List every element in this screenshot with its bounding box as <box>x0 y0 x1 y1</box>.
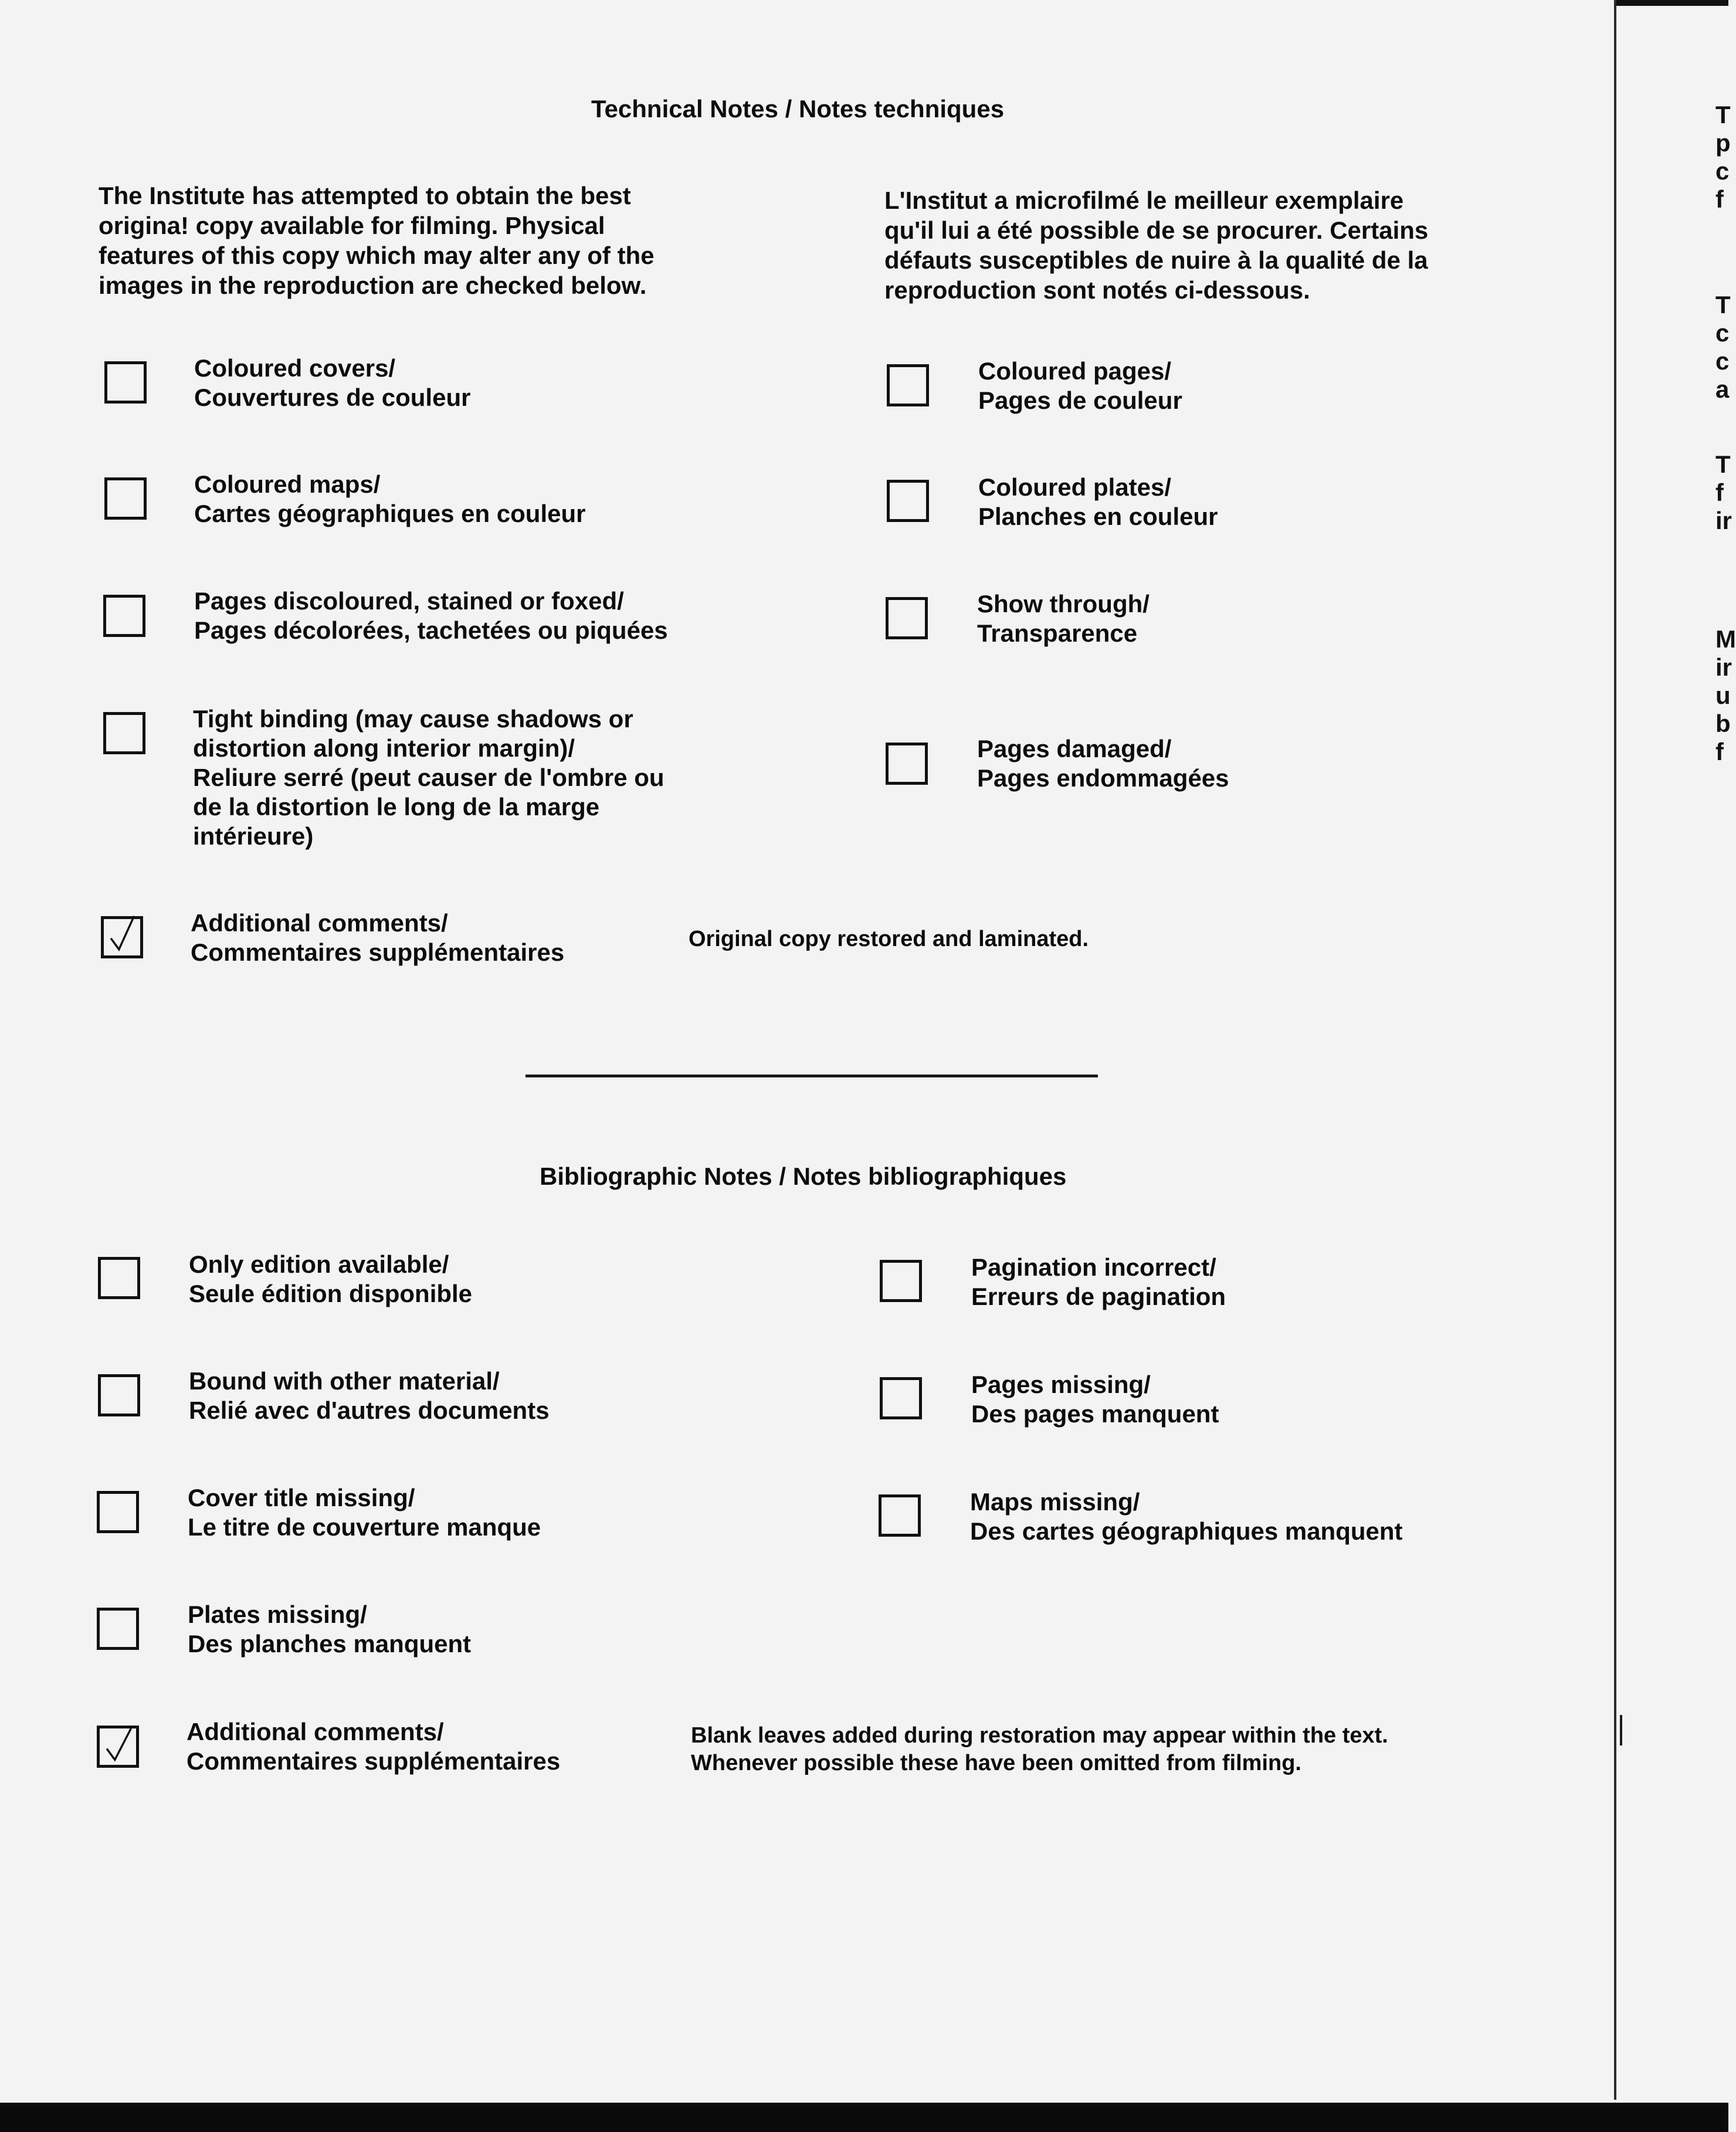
scan-bottom-band <box>0 2103 1728 2132</box>
coloured-maps-checkbox[interactable] <box>104 477 147 520</box>
maps-missing-checkbox[interactable] <box>879 1494 921 1537</box>
margin-fragment: c <box>1715 157 1730 185</box>
label-line: Only edition available/ <box>189 1250 449 1278</box>
label-line: Le titre de couverture manque <box>188 1513 541 1541</box>
label-line: Pages missing/ <box>971 1371 1151 1398</box>
comment-line: Whenever possible these have been omitted from filming. <box>691 1751 1301 1775</box>
intro-fr-line: L'Institut a microfilmé le meilleur exemplaire <box>884 187 1404 214</box>
intro-en-line: origina! copy available for filming. Physical <box>99 212 605 239</box>
margin-fragment: b <box>1715 710 1731 737</box>
bound-with-label <box>189 1367 550 1425</box>
intro-fr-line: reproduction sont notés ci-dessous. <box>884 276 1310 304</box>
coloured-plates-label <box>978 473 1218 531</box>
label-line: Pages discoloured, stained or foxed/ <box>194 587 624 615</box>
coloured-covers-label <box>194 354 470 412</box>
margin-fragment: ir <box>1715 653 1732 681</box>
label-line: de la distortion le long de la marge <box>193 793 600 821</box>
label-line: Pages endommagées <box>977 764 1229 792</box>
pagination-incorrect-checkbox[interactable] <box>880 1260 922 1302</box>
coloured-covers-checkbox[interactable] <box>104 361 147 404</box>
section-divider <box>525 1075 1098 1077</box>
maps-missing-label <box>970 1487 1403 1546</box>
label-line: Coloured pages/ <box>978 357 1172 385</box>
page-edge-top-band <box>1616 0 1728 6</box>
plates-missing-label <box>188 1600 471 1659</box>
show-through-checkbox[interactable] <box>886 597 928 639</box>
label-line: Reliure serré (peut causer de l'ombre ou <box>193 764 664 791</box>
margin-fragment: T <box>1715 450 1731 478</box>
scan-artifact-mark <box>1620 1715 1622 1745</box>
cover-title-missing-checkbox[interactable] <box>97 1491 139 1533</box>
label-line: Des pages manquent <box>971 1400 1219 1428</box>
page-edge-line <box>1614 0 1616 2100</box>
margin-fragment: c <box>1715 347 1730 375</box>
technical-intro-fr <box>884 185 1428 305</box>
label-line: Additional comments/ <box>187 1718 444 1745</box>
label-line: intérieure) <box>193 822 314 850</box>
label-line: Erreurs de pagination <box>971 1283 1226 1310</box>
coloured-maps-label <box>194 470 586 528</box>
label-line: Coloured plates/ <box>978 473 1172 501</box>
label-line: Cover title missing/ <box>188 1484 415 1511</box>
technical-notes-title: Technical Notes / Notes techniques <box>591 95 1005 123</box>
coloured-plates-checkbox[interactable] <box>887 480 929 522</box>
cover-title-missing-label <box>188 1483 541 1542</box>
show-through-label <box>977 589 1150 648</box>
intro-en-line: features of this copy which may alter any of the <box>99 242 655 269</box>
pages-discoloured-label <box>194 587 668 645</box>
label-line: Pages décolorées, tachetées ou piquées <box>194 616 668 644</box>
coloured-pages-checkbox[interactable] <box>887 364 929 406</box>
label-line: Bound with other material/ <box>189 1367 500 1395</box>
label-line: Pages de couleur <box>978 387 1182 414</box>
label-line: Coloured maps/ <box>194 470 381 498</box>
comment-line: Blank leaves added during restoration may appear within the text. <box>691 1723 1388 1748</box>
margin-fragment: M <box>1715 625 1736 653</box>
checkmark-icon <box>104 919 140 955</box>
intro-en-line: The Institute has attempted to obtain the best <box>99 182 631 209</box>
only-edition-label <box>189 1250 472 1309</box>
label-line: Cartes géographiques en couleur <box>194 500 586 527</box>
label-line: Show through/ <box>977 590 1150 618</box>
label-line: Plates missing/ <box>188 1601 367 1628</box>
pages-missing-checkbox[interactable] <box>880 1377 922 1419</box>
label-line: Transparence <box>977 619 1138 647</box>
margin-fragment: ir <box>1715 507 1732 534</box>
intro-fr-line: qu'il lui a été possible de se procurer. Certains <box>884 216 1429 244</box>
pages-damaged-checkbox[interactable] <box>886 743 928 785</box>
label-line: Commentaires supplémentaires <box>191 938 565 966</box>
margin-fragment: a <box>1715 375 1730 403</box>
intro-fr-line: défauts susceptibles de nuire à la qualité de la <box>884 246 1428 274</box>
label-line: Pages damaged/ <box>977 735 1172 762</box>
only-edition-checkbox[interactable] <box>98 1257 140 1299</box>
label-line: Couvertures de couleur <box>194 384 471 411</box>
pages-missing-label <box>971 1370 1219 1429</box>
pages-damaged-label <box>977 734 1229 793</box>
bibliographic-additional-comments-label <box>187 1717 560 1776</box>
bibliographic-comment-text <box>691 1722 1388 1777</box>
checkmark-icon <box>100 1728 136 1765</box>
tight-binding-label <box>193 704 664 851</box>
margin-fragment: T <box>1715 291 1731 318</box>
plates-missing-checkbox[interactable] <box>97 1608 139 1650</box>
pages-discoloured-checkbox[interactable] <box>103 595 145 637</box>
technical-intro-en <box>99 181 655 300</box>
margin-fragment: f <box>1715 738 1724 765</box>
label-line: Maps missing/ <box>970 1488 1140 1516</box>
label-line: Tight binding (may cause shadows or <box>193 705 633 733</box>
label-line: Relié avec d'autres documents <box>189 1397 550 1424</box>
margin-fragment: p <box>1715 129 1731 157</box>
label-line: Des cartes géographiques manquent <box>970 1517 1403 1545</box>
margin-fragment: T <box>1715 101 1731 128</box>
bibliographic-additional-comments-checkbox[interactable] <box>97 1726 139 1768</box>
label-line: Additional comments/ <box>191 909 448 937</box>
coloured-pages-label <box>978 357 1182 415</box>
bound-with-checkbox[interactable] <box>98 1374 140 1416</box>
label-line: Des planches manquent <box>188 1630 472 1658</box>
label-line: Pagination incorrect/ <box>971 1253 1216 1281</box>
technical-additional-comments-label <box>191 909 564 967</box>
pagination-incorrect-label <box>971 1253 1226 1311</box>
label-line: Commentaires supplémentaires <box>187 1747 561 1775</box>
intro-en-line: images in the reproduction are checked below. <box>99 272 647 299</box>
label-line: distortion along interior margin)/ <box>193 734 575 762</box>
margin-fragment: u <box>1715 682 1731 709</box>
technical-comment-text <box>689 926 1089 953</box>
label-line: Seule édition disponible <box>189 1280 473 1307</box>
label-line: Coloured covers/ <box>194 354 396 382</box>
comment-line: Original copy restored and laminated. <box>689 927 1089 951</box>
margin-fragment: f <box>1715 185 1724 213</box>
tight-binding-checkbox[interactable] <box>103 712 145 754</box>
margin-fragment: f <box>1715 479 1724 506</box>
technical-additional-comments-checkbox[interactable] <box>101 916 143 958</box>
margin-fragment: c <box>1715 319 1730 347</box>
label-line: Planches en couleur <box>978 503 1218 530</box>
bibliographic-notes-title: Bibliographic Notes / Notes bibliographiques <box>540 1162 1067 1190</box>
